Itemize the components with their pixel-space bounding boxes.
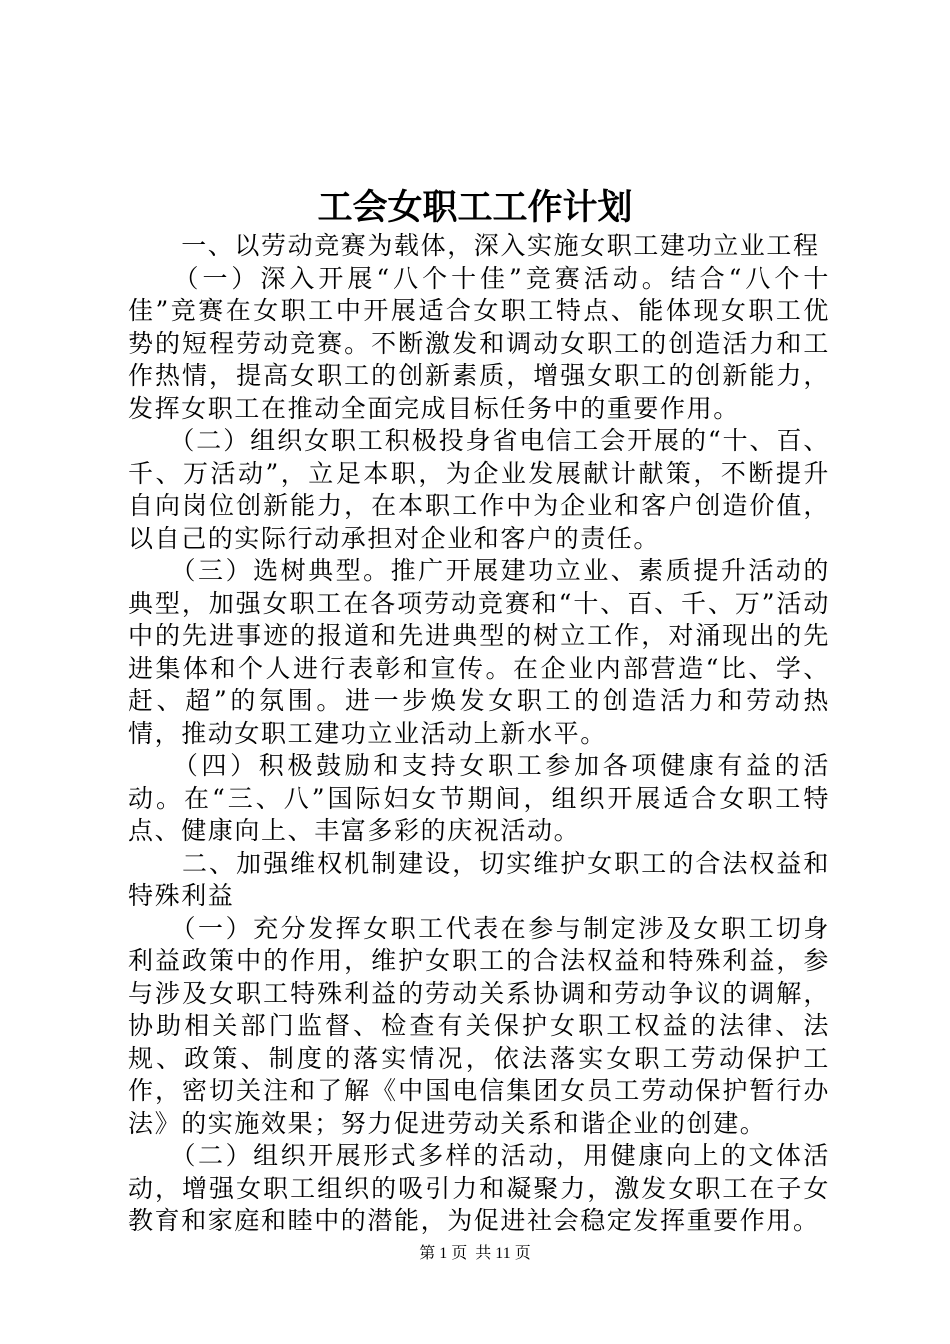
body-paragraph: （二）组织女职工积极投身省电信工会开展的“十、百、千、万活动”，立足本职，为企业发展献计献策，不断提升自向岗位创新能力，在本职工作中为企业和客户创造价值，以自己的实际行动承担对企业和客户的责任。 [128, 426, 830, 553]
page-footer [0, 1244, 950, 1264]
body-paragraph: （三）选树典型。推广开展建功立业、素质提升活动的典型，加强女职工在各项劳动竞赛和“十、百、千、万”活动中的先进事迹的报道和先进典型的树立工作，对涌现出的先进集体和个人进行表彰和宣传。在企业内部营造“比、学、赶、超”的氛围。进一步焕发女职工的创造活力和劳动热情，推动女职工建功立业活动上新水平。 [128, 556, 830, 748]
body-paragraph: （一）深入开展“八个十佳”竞赛活动。结合“八个十佳”竞赛在女职工中开展适合女职工特点、能体现女职工优势的短程劳动竞赛。不断激发和调动女职工的创造活力和工作热情，提高女职工的创新素质，增强女职工的创新能力，发挥女职工在推动全面完成目标任务中的重要作用。 [128, 263, 830, 423]
body-paragraph: （一）充分发挥女职工代表在参与制定涉及女职工切身利益政策中的作用，维护女职工的合法权益和特殊利益，参与涉及女职工特殊利益的劳动关系协调和劳动争议的调解，协助相关部门监督、检查有关保护女职工权益的法律、法规、政策、制度的落实情况，依法落实女职工劳动保护工作，密切关注和了解《中国电信集团女员工劳动保护暂行办法》的实施效果；努力促进劳动关系和谐企业的创建。 [128, 913, 830, 1138]
page-number: 第 1 页 共 11 页 [419, 1245, 531, 1262]
body-paragraph: （二）组织开展形式多样的活动，用健康向上的文体活动，增强女职工组织的吸引力和凝聚力，激发女职工在子女教育和家庭和睦中的潜能，为促进社会稳定发挥重要作用。 [128, 1141, 830, 1235]
document-title: 工会女职工工作计划 [317, 187, 633, 228]
section-heading: 一、以劳动竞赛为载体，深入实施女职工建功立业工程 [128, 231, 820, 260]
body-paragraph: （四）积极鼓励和支持女职工参加各项健康有益的活动。在“三、八”国际妇女节期间，组织开展适合女职工特点、健康向上、丰富多彩的庆祝活动。 [128, 751, 830, 845]
document-body [128, 230, 830, 1238]
section-heading: 二、加强维权机制建设，切实维护女职工的合法权益和特殊利益 [128, 848, 830, 910]
